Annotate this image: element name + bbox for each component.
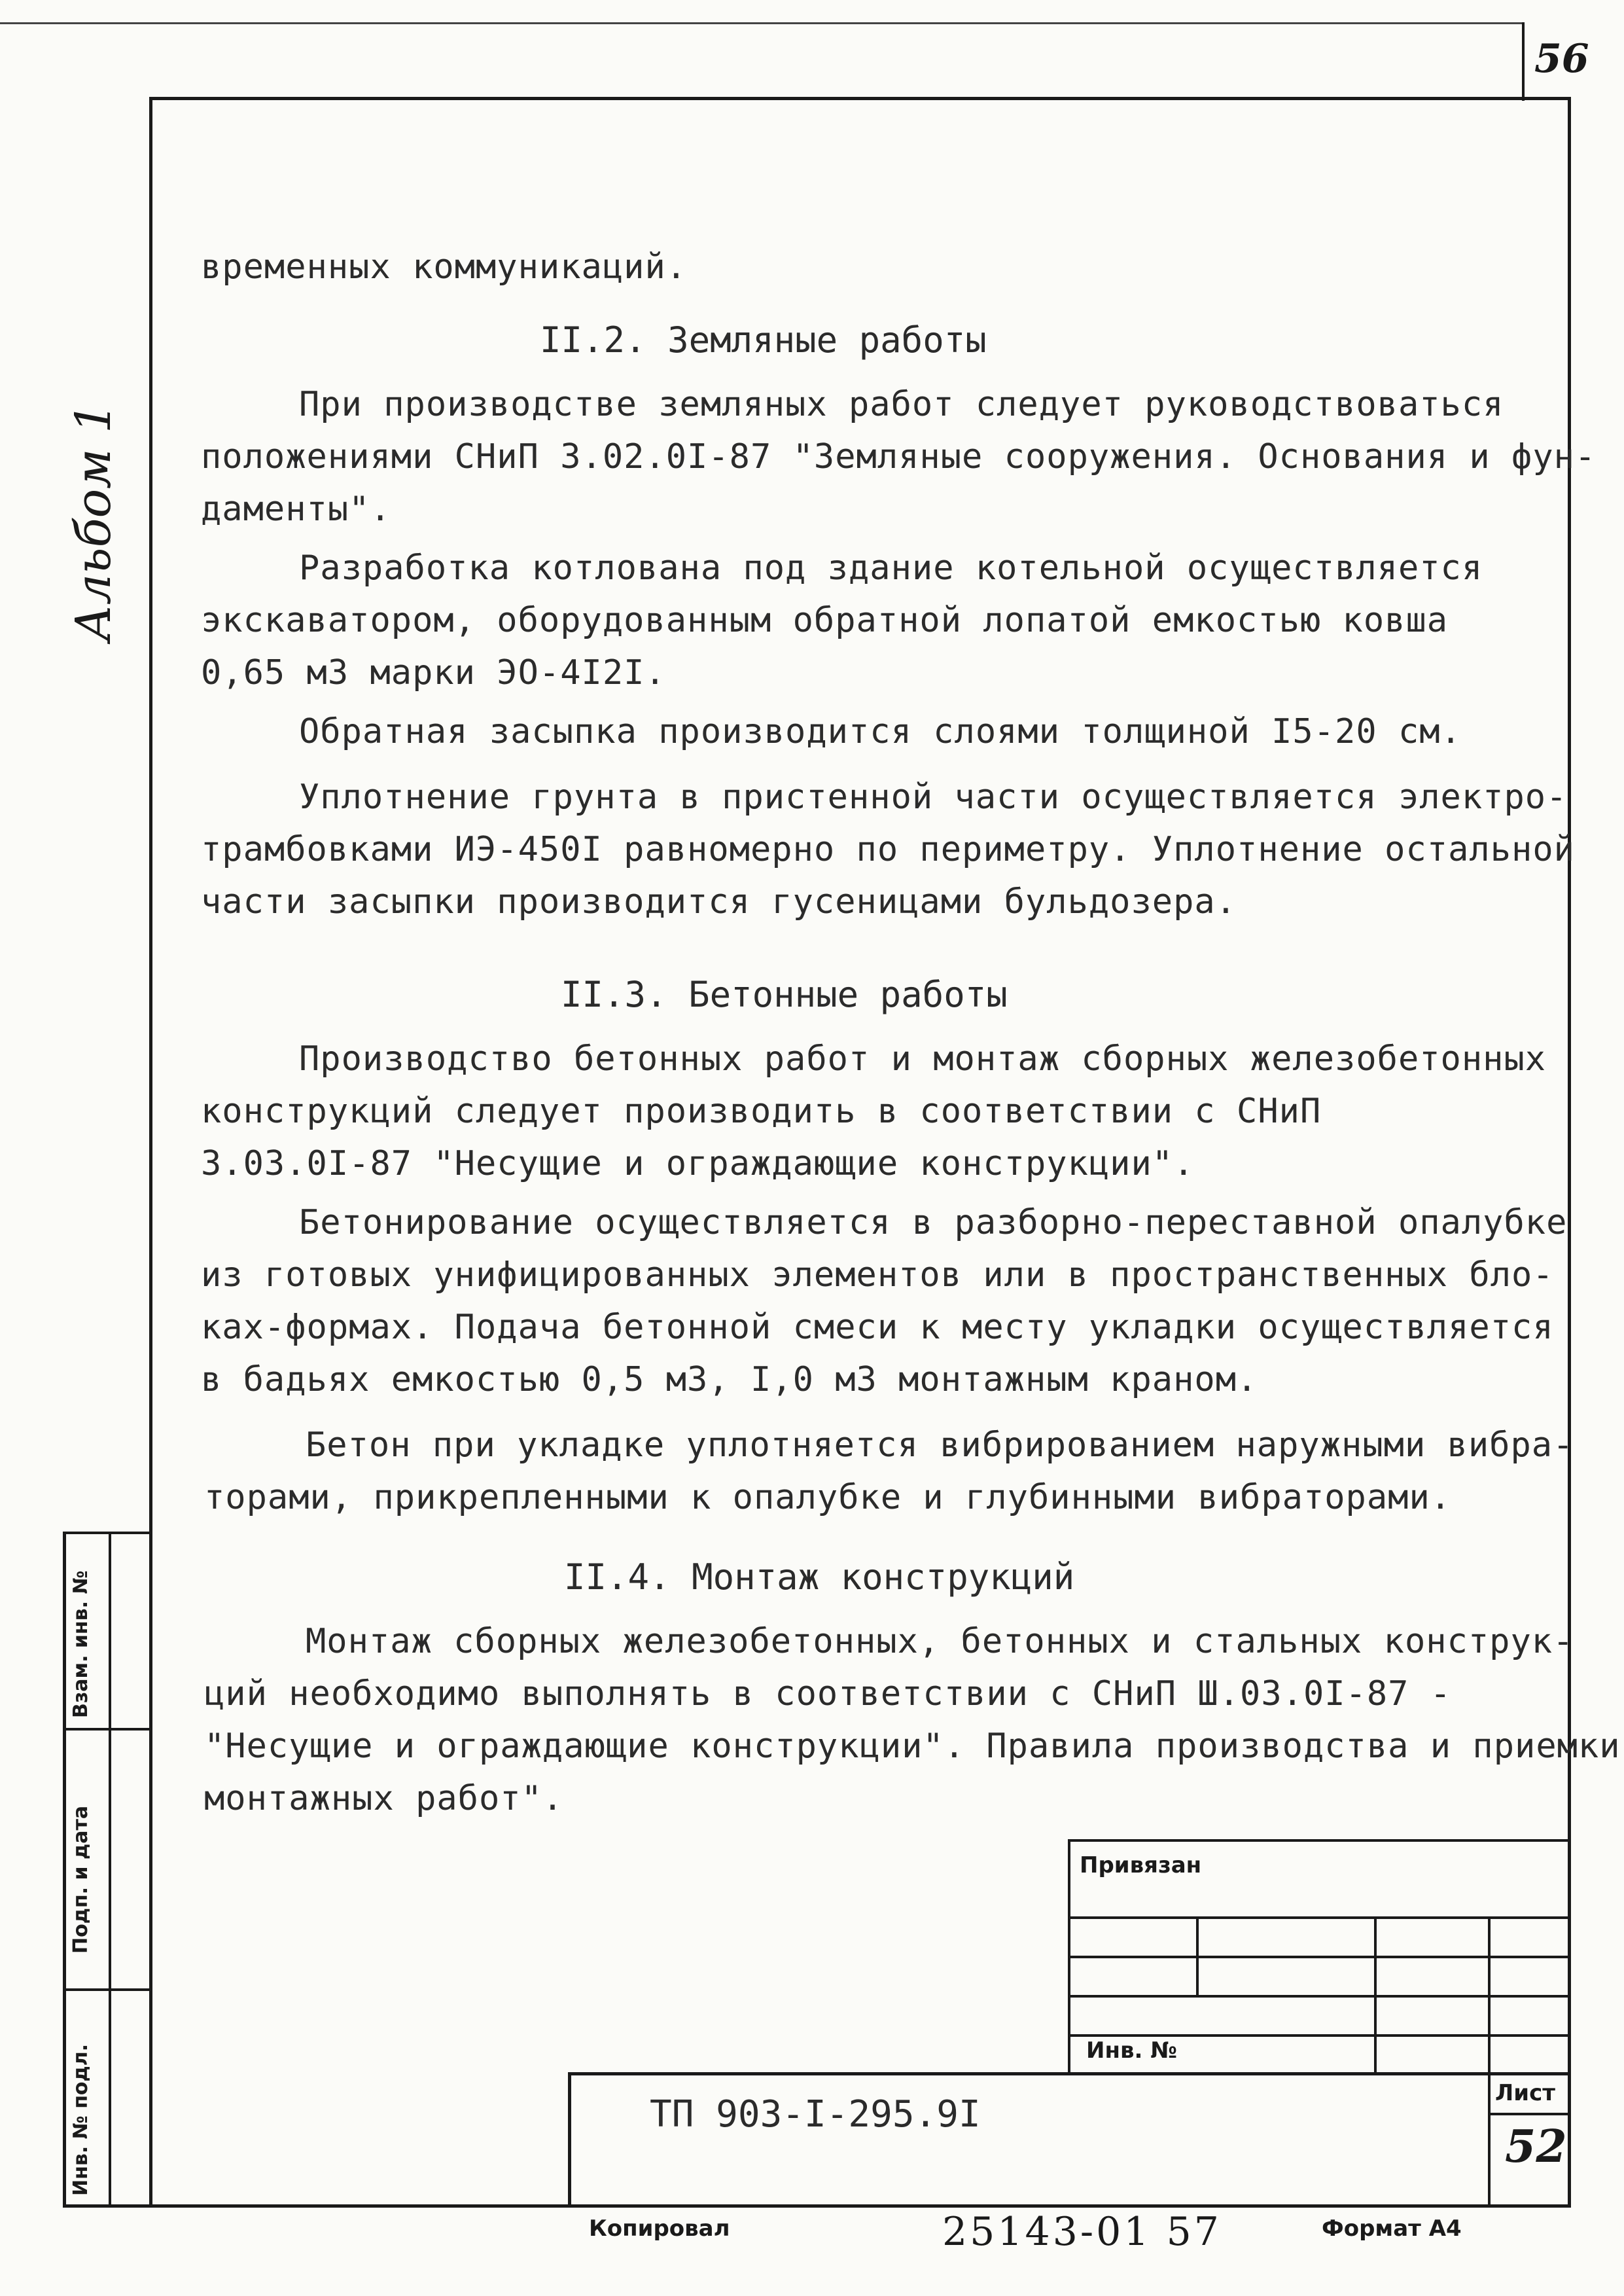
frame-bottom	[63, 2204, 1571, 2208]
body-line-4: положениями СНиП 3.02.0I-87 "Земляные сооружения. Основания и фун-	[201, 437, 1597, 476]
tb-sheet-number: 52	[1505, 2121, 1567, 2173]
body-line-24: Монтаж сборных железобетонных, бетонных и стальных конструк-	[306, 1622, 1574, 1661]
body-line-8: 0,65 м3 марки ЭО-4I2I.	[201, 653, 666, 692]
tb-doc-code: ТП 903-I-295.9I	[650, 2093, 981, 2136]
tb-row-line-4	[1068, 2034, 1571, 2037]
section-heading-11-4: II.4. Монтаж конструкций	[564, 1556, 1075, 1598]
tb-row-line-1	[1068, 1916, 1571, 1919]
body-line-3: При производстве земляных работ следует руководствоваться	[299, 385, 1504, 424]
tb-row-line-3	[1068, 1995, 1571, 1998]
footer-order-number: 25143-01 57	[942, 2209, 1222, 2255]
body-line-20: в бадьях емкостью 0,5 м3, I,0 м3 монтажным краном.	[201, 1360, 1258, 1399]
body-line-7: экскаватором, оборудованным обратной лопатой емкостью ковша	[201, 601, 1449, 640]
tb-col-line-2	[1374, 1916, 1377, 2073]
body-line-18: из готовых унифицированных элементов или в пространственных бло-	[201, 1255, 1554, 1295]
side-stamp-podp-data: Подп. и дата	[69, 1805, 92, 1954]
body-line-11: трамбовками ИЭ-450I равномерно по периметру. Уплотнение остальной	[201, 830, 1575, 869]
body-line-1: временных коммуникаций.	[201, 247, 688, 287]
body-line-19: ках-формах. Подача бетонной смеси к месту укладки осуществляется	[201, 1308, 1554, 1347]
body-line-27: монтажных работ".	[204, 1779, 564, 1818]
body-line-17: Бетонирование осуществляется в разборно-переставной опалубке	[299, 1203, 1568, 1242]
body-line-25: ций необходимо выполнять в соответствии с СНиП Ш.03.0I-87 -	[204, 1674, 1452, 1713]
body-line-26: "Несущие и ограждающие конструкции". Правила производства и приемки	[204, 1727, 1621, 1766]
body-line-14: Производство бетонных работ и монтаж сборных железобетонных	[299, 1039, 1547, 1079]
tb-main-top	[568, 2072, 1571, 2075]
tb-main-left	[568, 2072, 571, 2208]
side-stamp-row-1	[63, 1728, 152, 1731]
body-line-16: 3.03.0I-87 "Несущие и ограждающие конструкции".	[201, 1144, 1195, 1183]
side-stamp-top	[63, 1532, 152, 1534]
side-stamp-left	[63, 1532, 66, 2208]
frame-right	[1568, 97, 1571, 2208]
side-stamp-vzam-inv: Взам. инв. №	[69, 1570, 92, 1718]
footer-format: Формат А4	[1322, 2215, 1462, 2242]
album-label: Альбом 1	[65, 402, 122, 641]
tb-sheet-divider	[1488, 2113, 1571, 2115]
top-page-number: 56	[1534, 36, 1589, 82]
body-line-12: части засыпки производится гусеницами бульдозера.	[201, 882, 1237, 922]
tb-col-line-3	[1488, 1916, 1491, 2204]
tb-row-line-2	[1068, 1956, 1571, 1958]
body-line-9: Обратная засыпка производится слоями толщиной I5-20 см.	[299, 712, 1462, 751]
page-number-box-left	[1522, 22, 1525, 101]
side-stamp-divider	[109, 1532, 111, 2208]
tb-sheet-label: Лист	[1495, 2080, 1555, 2106]
side-stamp-row-2	[63, 1988, 152, 1991]
tb-privyazan-label: Привязан	[1080, 1852, 1202, 1878]
tb-inv-no-label: Инв. №	[1086, 2037, 1178, 2064]
body-line-15: конструкций следует производить в соответствии с СНиП	[201, 1092, 1322, 1131]
frame-top	[149, 97, 1571, 100]
body-line-5: даменты".	[201, 490, 391, 529]
side-stamp-inv-podl: Инв. № подл.	[69, 2043, 92, 2196]
section-heading-11-2: II.2. Земляные работы	[540, 319, 987, 361]
body-line-21: Бетон при укладке уплотняется вибрированием наружными вибра-	[306, 1426, 1574, 1465]
body-line-6: Разработка котлована под здание котельной осуществляется	[299, 548, 1483, 588]
frame-left	[149, 97, 152, 2208]
tb-col-line-1	[1196, 1916, 1199, 1995]
tb-privyazan-top	[1068, 1839, 1571, 1842]
footer-kopiroval: Копировал	[589, 2215, 730, 2242]
body-line-22: торами, прикрепленными к опалубке и глубинными вибраторами.	[204, 1478, 1452, 1517]
top-rule	[0, 22, 1525, 24]
body-line-10: Уплотнение грунта в пристенной части осуществляется электро-	[299, 778, 1568, 817]
section-heading-11-3: II.3. Бетонные работы	[561, 974, 1008, 1015]
